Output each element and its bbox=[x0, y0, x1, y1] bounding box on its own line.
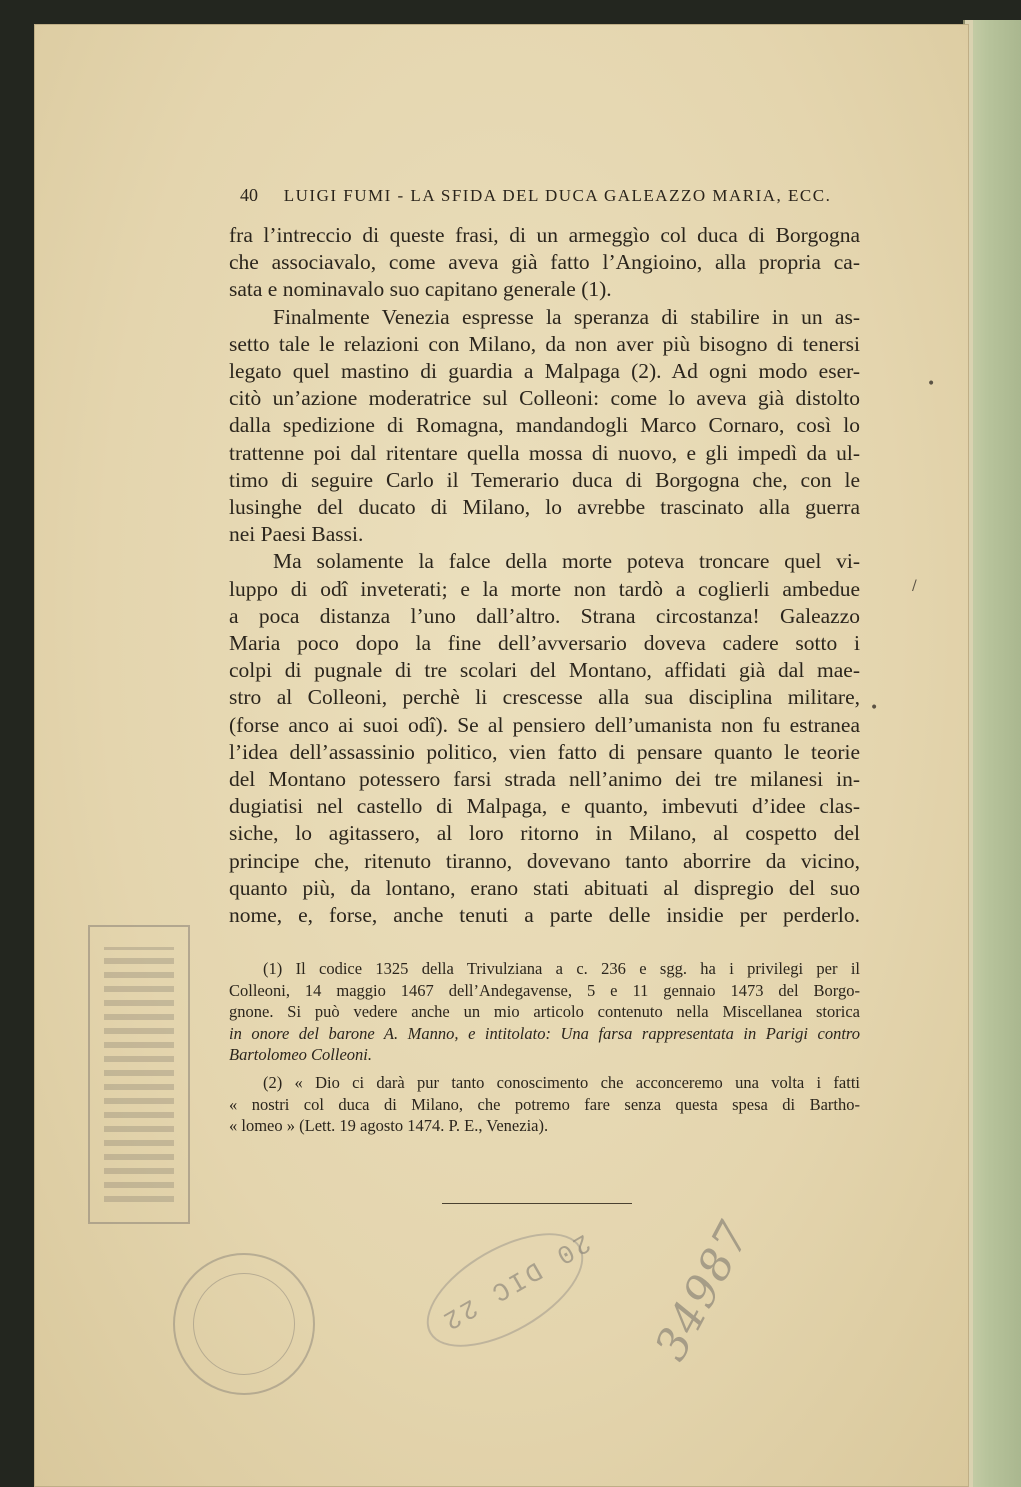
text-line: trattenne poi dal ritentare quella mossa di nuovo, e gli impedì da ul- bbox=[229, 440, 860, 465]
text-line: nome, e, forse, anche tenuti a parte delle insidie per perderlo. bbox=[229, 903, 860, 928]
text-line: timo di seguire Carlo il Temerario duca di Borgogna che, con le bbox=[229, 467, 860, 492]
footnote-line: (2) « Dio ci darà pur tanto conoscimento che acconceremo una volta i fatti bbox=[263, 1072, 860, 1092]
margin-mark: • bbox=[927, 376, 936, 392]
library-stamp-rectangular bbox=[88, 925, 190, 1224]
text-line: a poca distanza l’uno dall’altro. Strana circostanza! Galeazzo bbox=[229, 603, 860, 628]
footnote-line: gnone. Si può vedere anche un mio articolo contenuto nella Miscellanea storica bbox=[229, 1002, 860, 1022]
text-line: siche, lo agitassero, al loro ritorno in Milano, al cospetto del bbox=[229, 821, 860, 846]
text-line: sata e nominavalo suo capitano generale (1). bbox=[229, 277, 612, 302]
footnote-line: Bartolomeo Colleoni. bbox=[229, 1045, 372, 1065]
text-line: principe che, ritenuto tiranno, dovevano tanto aborrire da vicino, bbox=[229, 848, 860, 873]
footnote-line: « lomeo » (Lett. 19 agosto 1474. P. E., Venezia). bbox=[229, 1116, 549, 1136]
text-line: del Montano potessero farsi strada nell’animo dei tre milanesi in- bbox=[229, 767, 860, 792]
footnote-line: (1) Il codice 1325 della Trivulziana a c. 236 e sgg. ha i privilegi per il bbox=[263, 959, 860, 978]
text-line: Maria poco dopo la fine dell’avversario doveva cadere sotto i bbox=[229, 631, 860, 656]
end-rule bbox=[442, 1203, 632, 1204]
text-line: setto tale le relazioni con Milano, da non aver più bisogno di tenersi bbox=[229, 331, 860, 356]
text-line: colpi di pugnale di tre scolari del Montano, affidati già dal mae- bbox=[229, 658, 860, 683]
text-line: che associavalo, come aveva già fatto l’Angioino, alla propria ca- bbox=[229, 250, 860, 275]
footnote-line: Colleoni, 14 maggio 1467 dell’Andegavense, 5 e 11 gennaio 1473 del Borgo- bbox=[229, 980, 860, 1000]
text-line: luppo di odî inveterati; e la morte non tardò a coglierli ambedue bbox=[229, 576, 860, 601]
text-line: nei Paesi Bassi. bbox=[229, 522, 364, 547]
adjacent-page-edge bbox=[963, 20, 1021, 1487]
text-line: Finalmente Venezia espresse la speranza di stabilire in un as- bbox=[273, 304, 860, 329]
text-line: legato quel mastino di guardia a Malpaga (2). Ad ogni modo eser- bbox=[229, 359, 860, 384]
footnote-line: « nostri col duca di Milano, che potremo fare senza questa spesa di Bartho- bbox=[229, 1094, 860, 1114]
text-line: lusinghe del ducato di Milano, lo avrebbe trascinato alla guerra bbox=[229, 495, 860, 520]
running-title: LUIGI FUMI - LA SFIDA DEL DUCA GALEAZZO MARIA, ECC. bbox=[283, 186, 832, 205]
text-line: stro al Colleoni, perchè li crescesse alla sua disciplina militare, bbox=[229, 685, 860, 710]
footnote-line: in onore del barone A. Manno, e intitolato: Una farsa rappresentata in Parigi contro bbox=[229, 1023, 860, 1043]
margin-mark: / bbox=[912, 578, 917, 594]
margin-mark: • bbox=[870, 700, 879, 716]
text-line: (forse anco ai suoi odî). Se al pensiero dell’umanista non fu estranea bbox=[229, 712, 860, 737]
footnotes bbox=[229, 958, 860, 1137]
body-text bbox=[229, 222, 860, 929]
text-line: quanto più, da lontano, erano stati abituati al dispregio del suo bbox=[229, 875, 860, 900]
text-line: Ma solamente la falce della morte poteva troncare quel vi- bbox=[273, 549, 860, 574]
text-line: fra l’intreccio di queste frasi, di un armeggìo col duca di Borgogna bbox=[229, 223, 860, 247]
text-line: l’idea dell’assassinio politico, vien fatto di pensare quanto le teorie bbox=[229, 739, 860, 764]
library-stamp-circular bbox=[173, 1253, 315, 1395]
inventory-number: 34987 bbox=[645, 1212, 761, 1369]
text-line: dugiatisi nel castello di Malpaga, e quanto, imbevuti d’idee clas- bbox=[229, 794, 860, 819]
page-number: 40 bbox=[240, 185, 258, 205]
text-line: dalla spedizione di Romagna, mandandogli Marco Cornaro, così lo bbox=[229, 413, 860, 438]
date-stamp-text: 20 DIC 22 bbox=[435, 1227, 596, 1337]
running-header bbox=[240, 185, 870, 206]
text-line: citò un’azione moderatrice sul Colleoni: come lo aveva già distolto bbox=[229, 386, 860, 411]
